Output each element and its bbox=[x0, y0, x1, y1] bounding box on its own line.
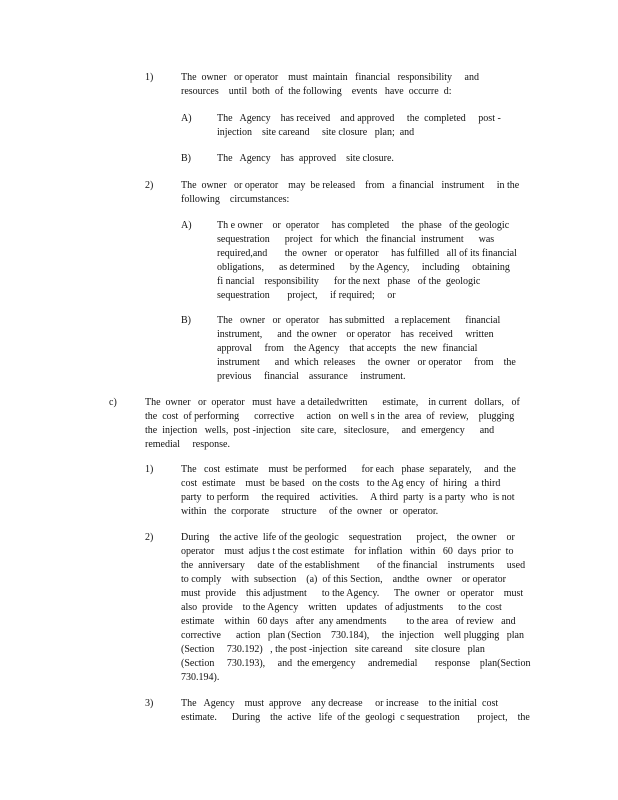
item-text bbox=[145, 396, 541, 452]
text-line: the injection wells, post -injection site care, siteclosure, and emergency and bbox=[145, 425, 495, 436]
item-text bbox=[217, 314, 539, 384]
item-text bbox=[181, 71, 541, 99]
text-line: cost estimate must be based on the costs to the Ag ency of hiring a third bbox=[181, 478, 501, 489]
item-label: A) bbox=[181, 220, 192, 231]
text-line: previous financial assurance instrument. bbox=[217, 371, 406, 382]
text-line: (Section 730.192) , the post -injection site careand site closure plan bbox=[181, 644, 485, 655]
text-line: also provide to the Agency written updates of adjustments to the cost bbox=[181, 602, 502, 613]
item-text bbox=[217, 112, 539, 140]
item-text bbox=[217, 219, 539, 303]
item-text bbox=[181, 531, 541, 685]
text-line: within the corporate structure of the owner or operator. bbox=[181, 506, 439, 517]
item-label: c) bbox=[109, 397, 117, 408]
text-line: Th e owner or operator has completed the phase of the geologic bbox=[217, 220, 510, 231]
item-text bbox=[181, 697, 541, 725]
text-line: instrument and which releases the owner or operator from the bbox=[217, 357, 516, 368]
item-label: 3) bbox=[145, 698, 154, 709]
text-line: The Agency must approve any decrease or increase to the initial cost bbox=[181, 698, 499, 709]
text-line: the cost of performing corrective action on well s in the area of review, plugging bbox=[145, 411, 515, 422]
text-line: During the active life of the geologic sequestration project, the owner or bbox=[181, 532, 515, 543]
text-line: corrective action plan (Section 730.184), the injection well plugging plan bbox=[181, 630, 524, 641]
text-line: following circumstances: bbox=[181, 194, 290, 205]
text-line: The owner or operator must maintain financial responsibility and bbox=[181, 72, 479, 83]
text-line: The owner or operator may be released from a financial instrument in the bbox=[181, 180, 520, 191]
text-line: The owner or operator must have a detailedwritten estimate, in current dollars, of bbox=[145, 397, 520, 408]
text-line: The cost estimate must be performed for each phase separately, and the bbox=[181, 464, 516, 475]
text-line: party to perform the required activities. A third party is a party who is not bbox=[181, 492, 515, 503]
item-label: 1) bbox=[145, 72, 154, 83]
text-line: sequestration project for which the financial instrument was bbox=[217, 234, 495, 245]
text-line: (Section 730.193), and the emergency andremedial response plan(Section bbox=[181, 658, 531, 669]
item-label: B) bbox=[181, 153, 191, 164]
text-line: The owner or operator has submitted a replacement financial bbox=[217, 315, 501, 326]
item-label: B) bbox=[181, 315, 191, 326]
text-line: estimate within 60 days after any amendments to the area of review and bbox=[181, 616, 516, 627]
text-line: required,and the owner or operator has fulfilled all of its financial bbox=[217, 248, 517, 259]
text-line: to comply with subsection (a) of this Section, andthe owner or operator bbox=[181, 574, 506, 585]
item-text bbox=[181, 179, 541, 207]
item-label: 2) bbox=[145, 180, 154, 191]
item-label: 2) bbox=[145, 532, 154, 543]
item-text bbox=[181, 463, 541, 519]
text-line: resources until both of the following events have occurre d: bbox=[181, 86, 452, 97]
item-text bbox=[217, 152, 539, 166]
text-line: must provide this adjustment to the Agency. The owner or operator must bbox=[181, 588, 524, 599]
text-line: The Agency has received and approved the completed post - bbox=[217, 113, 501, 124]
text-line: sequestration project, if required; or bbox=[217, 290, 396, 301]
text-line: operator must adjus t the cost estimate for inflation within 60 days prior to bbox=[181, 546, 514, 557]
text-line: obligations, as determined by the Agency, including obtaining bbox=[217, 262, 510, 273]
text-line: remedial response. bbox=[145, 439, 230, 450]
item-label: 1) bbox=[145, 464, 154, 475]
text-line: the anniversary date of the establishment of the financial instruments used bbox=[181, 560, 526, 571]
text-line: injection site careand site closure plan; and bbox=[217, 127, 415, 138]
text-line: 730.194). bbox=[181, 672, 220, 683]
text-line: instrument, and the owner or operator has received written bbox=[217, 329, 494, 340]
text-line: approval from the Agency that accepts the new financial bbox=[217, 343, 478, 354]
text-line: The Agency has approved site closure. bbox=[217, 153, 394, 164]
text-line: estimate. During the active life of the geologi c sequestration project, the bbox=[181, 712, 530, 723]
item-label: A) bbox=[181, 113, 192, 124]
text-line: fi nancial responsibility for the next phase of the geologic bbox=[217, 276, 481, 287]
